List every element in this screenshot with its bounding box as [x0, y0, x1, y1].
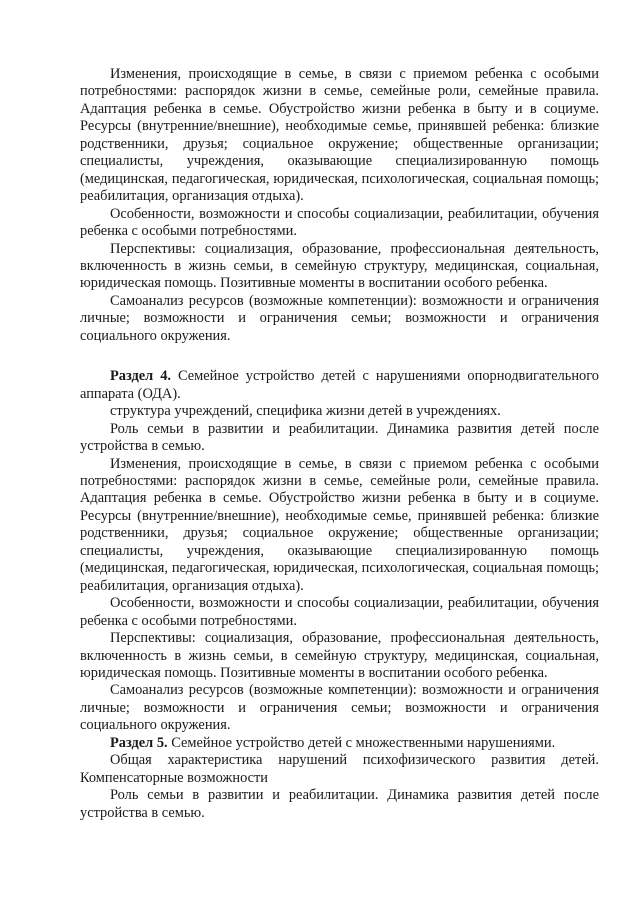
paragraph-family-changes: Изменения, происходящие в семье, в связи с приемом ребенка с особыми потребностями: распорядок жизни в семье, семейные роли, семейные правила. Адаптация ребенка в семье. Обустройство жизни ребенка в быту и в социуме. Ресурсы (внутренние/внешние), необходимые семье, принявшей ребенка: близкие родственники, друзья; социальное окружение; общественные организации; специалисты, учреждения, оказывающие специализированную помощь (медицинская, педагогическая, юридическая, психологическая, социальная помощь; реабилитация, организация отдыха). [80, 66, 599, 205]
paragraph-self-analysis: Самоанализ ресурсов (возможные компетенции): возможности и ограничения личные; возможности и ограничения семьи; возможности и ограничения социального окружения. [80, 292, 599, 344]
section-5-label: Раздел 5. [110, 734, 168, 751]
paragraph-perspectives: Перспективы: социализация, образование, профессиональная деятельность, включенность в жизнь семьи, в семейную структуру, медицинская, социальная, юридическая помощь. Позитивные моменты в воспитании особого ребенка. [80, 240, 599, 292]
section-4-label: Раздел 4. [110, 368, 172, 385]
paragraph-disorder-characteristics: Общая характеристика нарушений психофизического развития детей. Компенсаторные возможности [80, 752, 599, 786]
paragraph-socialization: Особенности, возможности и способы социализации, реабилитации, обучения ребенка с особыми потребностями. [80, 595, 599, 629]
section-5-heading [80, 735, 599, 752]
paragraph-family-role: Роль семьи в развитии и реабилитации. Динамика развития детей после устройства в семью. [80, 420, 599, 455]
section-4-title: Семейное устройство детей с нарушениями опорнодвигательного аппарата (ОДА). [80, 368, 599, 402]
paragraph-perspectives: Перспективы: социализация, образование, профессиональная деятельность, включенность в жизнь семьи, в семейную структуру, медицинская, социальная, юридическая помощь. Позитивные моменты в воспитании особого ребенка. [80, 630, 599, 681]
section-5-title: Семейное устройство детей с множественными нарушениями. [167, 734, 556, 751]
paragraph-institutions: структура учреждений, специфика жизни детей в учреждениях. [110, 403, 501, 420]
paragraph-family-role: Роль семьи в развитии и реабилитации. Динамика развития детей после устройства в семью. [80, 787, 599, 821]
section-gap [80, 345, 599, 368]
paragraph-socialization: Особенности, возможности и способы социализации, реабилитации, обучения ребенка с особыми потребностями. [80, 205, 599, 240]
document-page [80, 66, 599, 822]
paragraph-family-changes: Изменения, происходящие в семье, в связи с приемом ребенка с особыми потребностями: распорядок жизни в семье, семейные роли, семейные правила. Адаптация ребенка в семье. Обустройство жизни ребенка в быту и в социуме. Ресурсы (внутренние/внешние), необходимые семье, принявшей ребенка: близкие родственники, друзья; социальное окружение; общественные организации; специалисты, учреждения, оказывающие специализированную помощь (медицинская, педагогическая, юридическая, психологическая, социальная помощь; реабилитация, организация отдыха). [80, 455, 599, 594]
paragraph-self-analysis: Самоанализ ресурсов (возможные компетенции): возможности и ограничения личные; возможности и ограничения семьи; возможности и ограничения социального окружения. [80, 682, 599, 734]
section-4-heading [80, 368, 599, 403]
